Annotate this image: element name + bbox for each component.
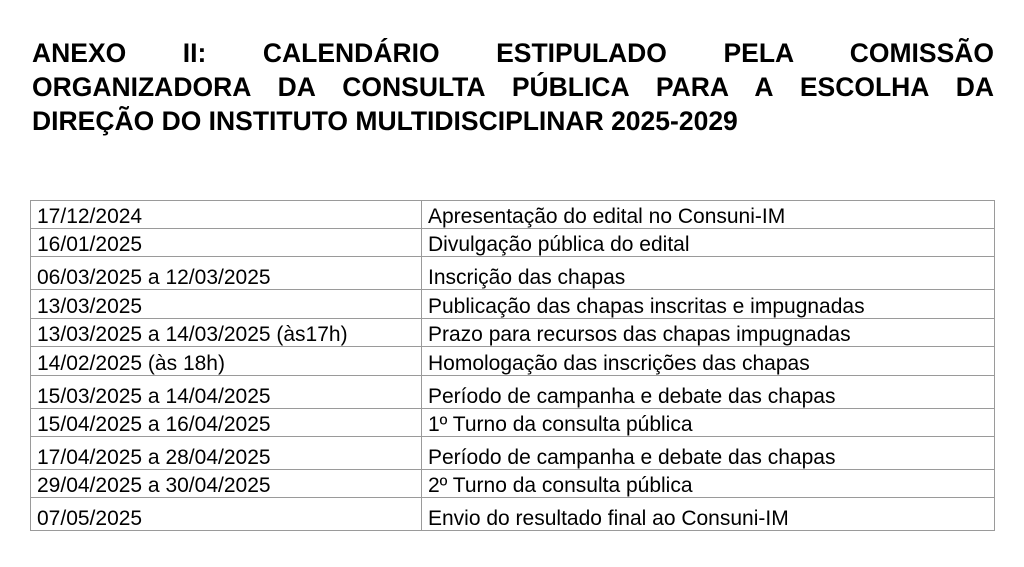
table-row bbox=[31, 201, 995, 229]
date-cell: 07/05/2025 bbox=[31, 498, 422, 531]
event-cell: Apresentação do edital no Consuni-IM bbox=[422, 201, 995, 229]
title-line-3: DIREÇÃO DO INSTITUTO MULTIDISCIPLINAR 2025-2029 bbox=[32, 106, 738, 136]
date-cell: 15/03/2025 a 14/04/2025 bbox=[31, 376, 422, 409]
table-row bbox=[31, 437, 995, 470]
table-row bbox=[31, 347, 995, 376]
event-cell: Período de campanha e debate das chapas bbox=[422, 376, 995, 409]
calendar-table bbox=[30, 200, 995, 531]
table-row bbox=[31, 290, 995, 319]
table-row bbox=[31, 470, 995, 498]
date-cell: 06/03/2025 a 12/03/2025 bbox=[31, 257, 422, 290]
document-title bbox=[32, 36, 994, 138]
date-cell: 17/12/2024 bbox=[31, 201, 422, 229]
event-cell: Publicação das chapas inscritas e impugnadas bbox=[422, 290, 995, 319]
table-row bbox=[31, 376, 995, 409]
table-row bbox=[31, 498, 995, 531]
event-cell: Envio do resultado final ao Consuni-IM bbox=[422, 498, 995, 531]
date-cell: 17/04/2025 a 28/04/2025 bbox=[31, 437, 422, 470]
date-cell: 16/01/2025 bbox=[31, 229, 422, 257]
table-row bbox=[31, 409, 995, 437]
date-cell: 13/03/2025 a 14/03/2025 (às17h) bbox=[31, 319, 422, 347]
table-row bbox=[31, 229, 995, 257]
table-row bbox=[31, 319, 995, 347]
event-cell: Homologação das inscrições das chapas bbox=[422, 347, 995, 376]
title-line-2: ORGANIZADORA DA CONSULTA PÚBLICA PARA A ESCOLHA DA bbox=[32, 72, 994, 102]
date-cell: 13/03/2025 bbox=[31, 290, 422, 319]
event-cell: Divulgação pública do edital bbox=[422, 229, 995, 257]
title-line-1: ANEXO II: CALENDÁRIO ESTIPULADO PELA COMISSÃO bbox=[32, 38, 994, 68]
date-cell: 29/04/2025 a 30/04/2025 bbox=[31, 470, 422, 498]
table-row bbox=[31, 257, 995, 290]
event-cell: Prazo para recursos das chapas impugnadas bbox=[422, 319, 995, 347]
date-cell: 14/02/2025 (às 18h) bbox=[31, 347, 422, 376]
event-cell: Inscrição das chapas bbox=[422, 257, 995, 290]
date-cell: 15/04/2025 a 16/04/2025 bbox=[31, 409, 422, 437]
event-cell: Período de campanha e debate das chapas bbox=[422, 437, 995, 470]
event-cell: 2º Turno da consulta pública bbox=[422, 470, 995, 498]
event-cell: 1º Turno da consulta pública bbox=[422, 409, 995, 437]
